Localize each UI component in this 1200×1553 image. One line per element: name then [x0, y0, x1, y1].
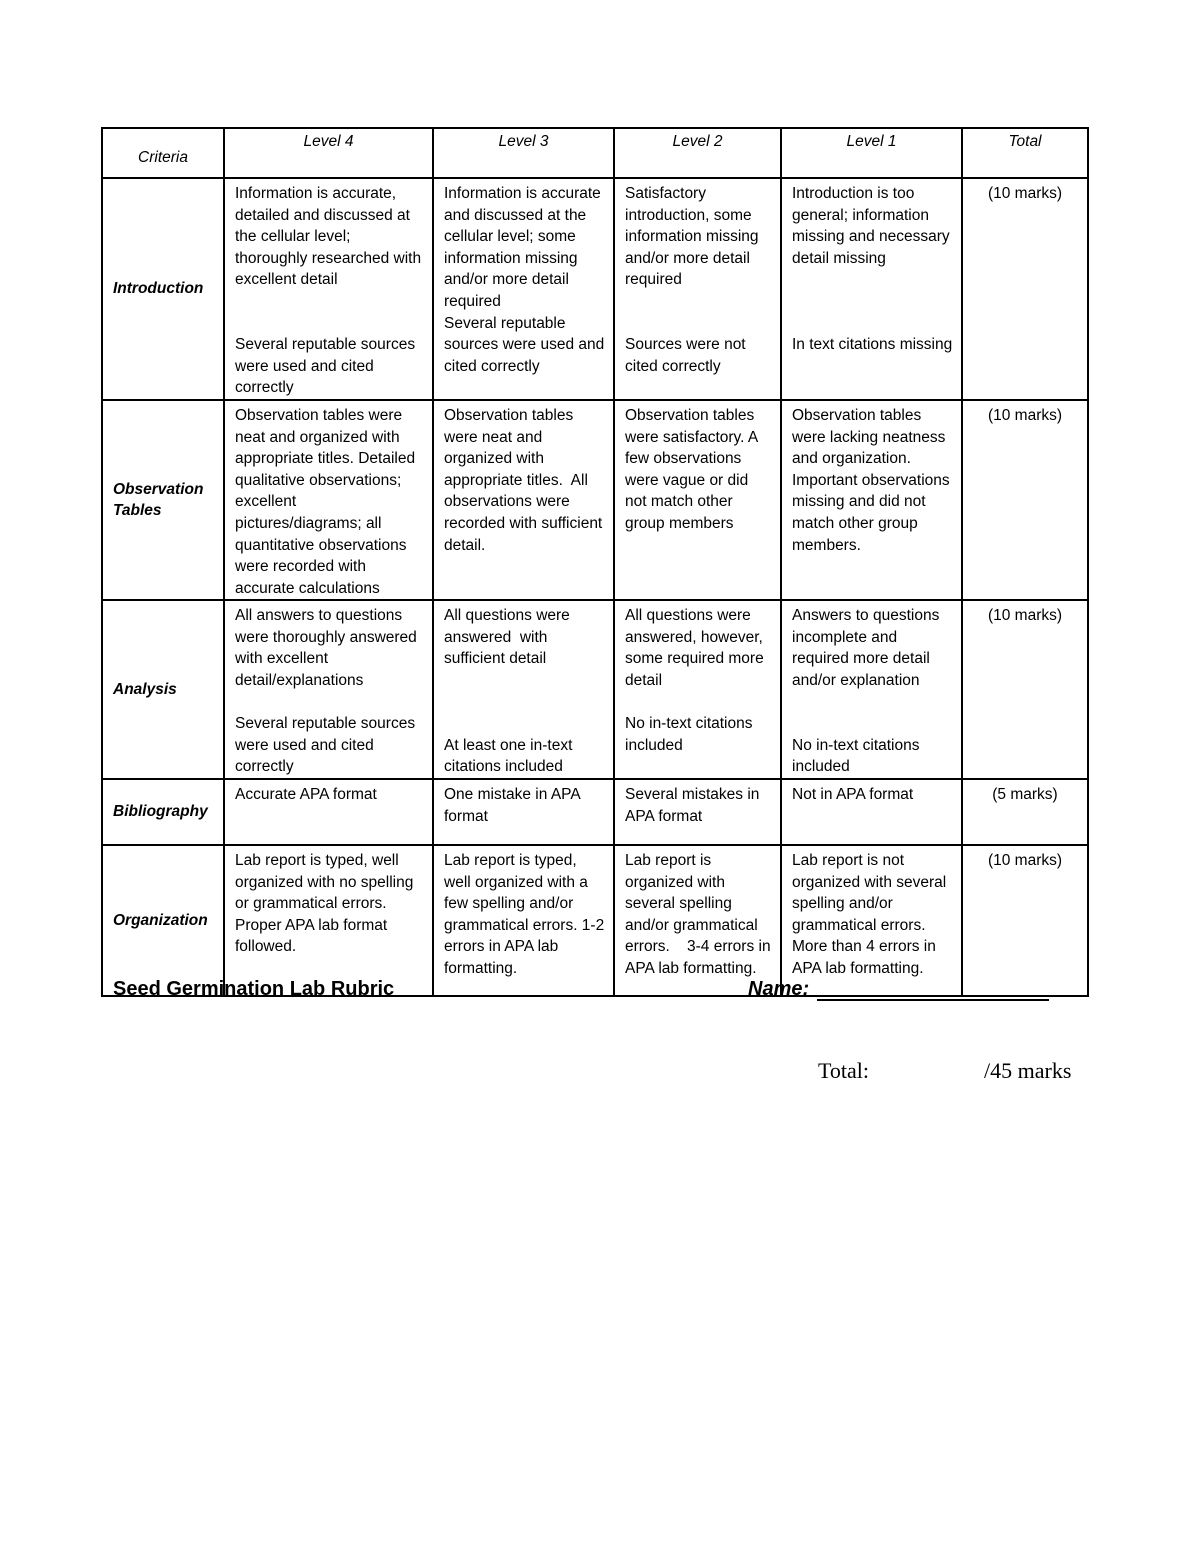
name-label: Name: — [748, 978, 810, 1000]
level-3-cell — [433, 845, 614, 996]
row-organization — [102, 845, 1088, 996]
total-cell: (10 marks) — [962, 600, 1088, 779]
level-2-cell — [614, 400, 781, 600]
row-introduction — [102, 178, 1088, 400]
criteria-cell: Bibliography — [102, 779, 224, 845]
cell-text: One mistake in APA format — [444, 786, 585, 825]
cell-text: Several mistakes in APA format — [625, 786, 763, 825]
criteria-cell: Organization — [102, 845, 224, 996]
criteria-cell: Observation Tables — [102, 400, 224, 600]
cell-text: Lab report is not organized with several spelling and/or grammatical errors. More than 4 errors in APA lab formatting. — [792, 852, 951, 977]
header-level-1: Level 1 — [781, 128, 962, 178]
cell-text: All questions were answered, however, some required more detail No in-text citations included — [625, 607, 764, 754]
cell-text: Observation tables were lacking neatness and organization. Important observations missing and did not match other group members. — [792, 406, 954, 554]
criteria-cell: Introduction — [102, 178, 224, 400]
row-bibliography — [102, 779, 1088, 845]
header-level-2: Level 2 — [614, 128, 781, 178]
total-cell: (10 marks) — [962, 178, 1088, 400]
name-blank-line[interactable] — [817, 979, 1049, 1001]
level-4-cell — [224, 600, 433, 779]
cell-text: Not in APA format — [792, 786, 914, 804]
level-3-cell — [433, 400, 614, 600]
cell-text: Introduction is too general; information missing and necessary detail missing In text citations missing — [792, 185, 953, 354]
criteria-cell: Analysis — [102, 600, 224, 779]
cell-text: Observation tables were neat and organized with appropriate titles. All observations were recorded with sufficient detail. — [444, 406, 607, 554]
level-2-cell — [614, 845, 781, 996]
level-1-cell — [781, 600, 962, 779]
level-4-cell — [224, 400, 433, 600]
level-4-cell — [224, 779, 433, 845]
cell-text: Observation tables were neat and organized with appropriate titles. Detailed qualitative observations; excellent pictures/diagrams; all quantitative observations were recorded with accurate calculations — [235, 406, 420, 597]
total-cell: (5 marks) — [962, 779, 1088, 845]
level-1-cell — [781, 400, 962, 600]
header-row — [102, 128, 1088, 178]
header-total: Total — [962, 128, 1088, 178]
cell-text: Lab report is typed, well organized with a few spelling and/or grammatical errors. 1-2 errors in APA lab formatting. — [444, 852, 609, 977]
row-analysis — [102, 600, 1088, 779]
cell-text: All answers to questions were thoroughly answered with excellent detail/explanations Several reputable sources were used and cited correctly — [235, 607, 417, 776]
cell-text: Answers to questions incomplete and required more detail and/or explanation No in-text citations included — [792, 607, 940, 776]
header-level-3: Level 3 — [433, 128, 614, 178]
level-3-cell — [433, 178, 614, 400]
total-label: Total: — [818, 1058, 870, 1083]
cell-text: Observation tables were satisfactory. A few observations were vague or did not match other group members — [625, 406, 762, 532]
level-1-cell — [781, 178, 962, 400]
cell-text: Lab report is organized with several spelling and/or grammatical errors. 3-4 errors in APA lab formatting. — [625, 852, 775, 977]
cell-text: Accurate APA format — [235, 786, 377, 804]
level-2-cell — [614, 779, 781, 845]
name-field — [748, 978, 1049, 1001]
cell-text: Information is accurate and discussed at the cellular level; some information missing and/or more detail required Several reputable sources were used and cited correctly — [444, 185, 605, 375]
level-2-cell — [614, 600, 781, 779]
level-2-cell — [614, 178, 781, 400]
total-cell: (10 marks) — [962, 400, 1088, 600]
level-4-cell — [224, 178, 433, 400]
level-3-cell — [433, 600, 614, 779]
header-criteria: Criteria — [102, 128, 224, 178]
level-4-cell — [224, 845, 433, 996]
cell-text: Satisfactory introduction, some information missing and/or more detail required Sources were not cited correctly — [625, 185, 759, 375]
cell-text: Information is accurate, detailed and discussed at the cellular level; thoroughly researched with excellent detail Several reputable sources were used and cited correctly — [235, 185, 422, 397]
total-marks: /45 marks — [984, 1058, 1072, 1083]
total-cell: (10 marks) — [962, 845, 1088, 996]
level-3-cell — [433, 779, 614, 845]
cell-text: Lab report is typed, well organized with no spelling or grammatical errors. Proper APA lab format followed. — [235, 852, 418, 956]
level-1-cell — [781, 845, 962, 996]
cell-text: All questions were answered with sufficient detail At least one in-text citations included — [444, 607, 573, 776]
row-observation-tables — [102, 400, 1088, 600]
header-level-4: Level 4 — [224, 128, 433, 178]
rubric-title: Seed Germination Lab Rubric — [113, 978, 395, 1000]
level-1-cell — [781, 779, 962, 845]
rubric-table — [101, 127, 1089, 997]
